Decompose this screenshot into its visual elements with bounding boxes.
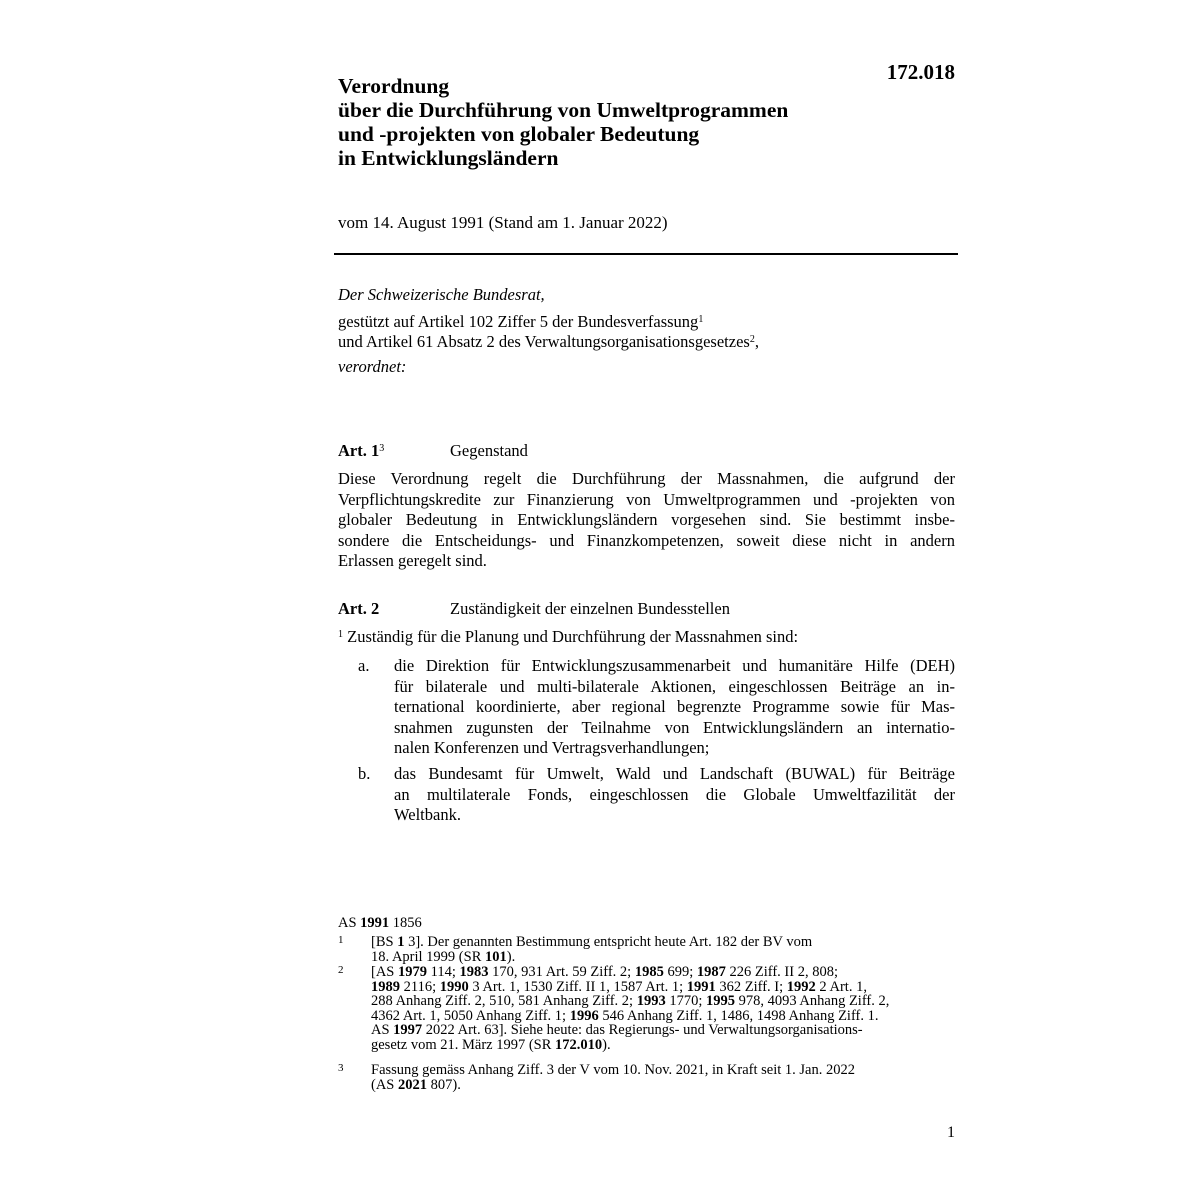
footnote-line [371, 1023, 956, 1038]
list-marker: a. [358, 656, 370, 675]
text-line: Diese Verordnung regelt die Durchführung der Massnahmen, die aufgrund der [338, 469, 955, 488]
list-item [338, 656, 955, 761]
fn-text: 4362 Art. 1, 5050 Anhang Ziff. 1; [371, 1007, 570, 1024]
footnote-line [371, 1009, 956, 1024]
fn-text: ). [506, 948, 516, 965]
text-line: globaler Bedeutung in Entwicklungsländern vorgesehen sind. Sie bestimmt insbe- [338, 510, 955, 530]
sr-number: 172.018 [886, 60, 955, 84]
fn-text: [BS [371, 934, 398, 950]
fn-bold: 1983 [459, 964, 489, 980]
date-line: vom 14. August 1991 (Stand am 1. Januar 2022) [338, 213, 668, 232]
list-item [338, 764, 955, 828]
fn-text: 807). [427, 1076, 461, 1093]
footnote-body [371, 965, 956, 1052]
fn-bold: 1992 [786, 978, 816, 995]
list-marker: b. [358, 764, 371, 783]
text-line: sondere die Entscheidungs- und Finanzkompetenzen, soweit diese nicht in andern [338, 530, 955, 550]
article-title: Zuständigkeit der einzelnen Bundesstellen [450, 599, 730, 618]
fn-bold: 2021 [398, 1076, 427, 1093]
fn-bold: 1993 [636, 993, 666, 1009]
title-line: Verordnung [338, 74, 450, 98]
fn-text: 978, 4093 Anhang Ziff. 2, [734, 993, 890, 1009]
footnote-line [371, 1038, 956, 1053]
preamble-basis-line [338, 332, 958, 352]
list-item-body [394, 764, 955, 826]
fn-bold: 1987 [696, 964, 726, 980]
fn-bold: 1995 [705, 993, 735, 1009]
text-line: snahmen zugunsten der Teilnahme von Entwicklungsländern an internatio- [394, 717, 955, 737]
document-title [338, 74, 898, 170]
header-divider [334, 253, 958, 255]
paragraph-mark: 1 [338, 629, 343, 640]
fn-bold: 1979 [398, 964, 427, 980]
preamble-decree: verordnet: [338, 357, 407, 376]
footnote-mark: 3 [338, 1062, 344, 1074]
as-year: 1991 [360, 915, 390, 931]
footnote-line [371, 935, 956, 950]
as-reference [338, 915, 422, 932]
text-line: Verpflichtungskredite zur Finanzierung von Umweltprogrammen und -projekten von [338, 489, 955, 509]
fn-text: 2022 Art. 63]. Siehe heute: das Regierungs- und Verwaltungsorganisations- [422, 1022, 863, 1038]
preamble-authority: Der Schweizerische Bundesrat, [338, 285, 545, 304]
title-line: in Entwicklungsländern [338, 146, 559, 170]
article-1-heading [338, 441, 958, 461]
article-number [338, 441, 450, 461]
fn-text: 1770; [665, 993, 706, 1009]
article-title: Gegenstand [450, 441, 528, 460]
footnote-line [371, 994, 956, 1009]
fn-text: 3]. Der genannten Bestimmung entspricht heute Art. 182 der BV vom [404, 934, 813, 950]
list-item-body [394, 656, 955, 759]
footnote-mark: 2 [338, 964, 344, 976]
text-line: für bilaterale und multi-bilaterale Aktionen, eingeschlossen Beiträge an in- [394, 676, 955, 696]
text-line: ternational koordinierte, aber regional begrenzte Programme sowie für Mas- [394, 697, 955, 717]
preamble-text: und Artikel 61 Absatz 2 des Verwaltungsorganisationsgesetzes [338, 332, 750, 351]
fn-text: ). [602, 1036, 611, 1053]
fn-bold: 1 [397, 934, 405, 950]
footnote-line [371, 980, 956, 995]
footnote-line: Fassung gemäss Anhang Ziff. 3 der V vom 10. Nov. 2021, in Kraft seit 1. Jan. 2022 [371, 1062, 855, 1078]
preamble-text: gestützt auf Artikel 102 Ziffer 5 der Bundesverfassung [338, 312, 699, 331]
text-line: das Bundesamt für Umwelt, Wald und Landschaft (BUWAL) für Beiträge [394, 764, 955, 783]
preamble-basis-line [338, 312, 958, 332]
footnote-body [371, 1063, 956, 1092]
footnote-body [371, 935, 956, 964]
footnote-line [371, 950, 956, 965]
fn-text: 288 Anhang Ziff. 2, 510, 581 Anhang Ziff. 2; [371, 993, 637, 1009]
fn-text: 2116; [400, 978, 440, 995]
fn-bold: 1989 [371, 978, 400, 995]
footnote-ref[interactable]: 1 [698, 314, 704, 325]
text-line: nalen Konferenzen und Vertragsverhandlungen; [394, 738, 710, 758]
fn-text: 546 Anhang Ziff. 1, 1486, 1498 Anhang Ziff. 1. [598, 1007, 879, 1024]
fn-text: 699; [663, 964, 697, 980]
fn-text: gesetz vom 21. März 1997 (SR [371, 1036, 556, 1053]
fn-text: 3 Art. 1, 1530 Ziff. II 1, 1587 Art. 1; [468, 978, 687, 995]
preamble-text: , [754, 332, 759, 351]
footnote-ref[interactable]: 3 [379, 443, 385, 454]
fn-text: 114; [427, 964, 460, 980]
article-1-text [338, 469, 955, 572]
footnote-ref[interactable]: 2 [749, 334, 755, 345]
intro-text: Zuständig für die Planung und Durchführung der Massnahmen sind: [347, 627, 799, 646]
fn-bold: 101 [485, 948, 507, 965]
fn-text: 18. April 1999 (SR [371, 948, 485, 965]
text-line: Erlassen geregelt sind. [338, 551, 487, 571]
page-number: 1 [947, 1124, 955, 1141]
article-2-intro [338, 627, 958, 647]
fn-bold: 1997 [393, 1022, 423, 1038]
footnote-line [371, 1078, 956, 1093]
text-line: die Direktion für Entwicklungszusammenarbeit und humanitäre Hilfe (DEH) [394, 656, 955, 675]
fn-text: 2 Art. 1, [815, 978, 867, 995]
fn-bold: 1990 [439, 978, 469, 995]
article-2-heading [338, 599, 958, 619]
fn-bold: 1996 [569, 1007, 599, 1024]
fn-bold: 172.010 [555, 1036, 603, 1053]
fn-text: AS [371, 1022, 394, 1038]
as-page: 1856 [389, 915, 422, 931]
footnote-mark: 1 [338, 934, 344, 946]
fn-bold: 1991 [686, 978, 716, 995]
text-line: Weltbank. [394, 805, 461, 825]
fn-text: [AS [371, 964, 398, 980]
title-line: und -projekten von globaler Bedeutung [338, 122, 700, 146]
text-line: an multilaterale Fonds, eingeschlossen die Globale Umweltfazilität der [394, 784, 955, 804]
article-number: Art. 2 [338, 599, 380, 618]
fn-text: 362 Ziff. I; [715, 978, 787, 995]
fn-bold: 1985 [634, 964, 664, 980]
title-line: über die Durchführung von Umweltprogrammen [338, 98, 789, 122]
footnotes [338, 934, 958, 1093]
fn-text: 170, 931 Art. 59 Ziff. 2; [488, 964, 635, 980]
footnote-line [371, 965, 956, 980]
as-prefix: AS [338, 915, 361, 931]
fn-text: 226 Ziff. II 2, 808; [725, 964, 838, 980]
article-number-text: Art. 1 [338, 441, 380, 460]
fn-text: (AS [371, 1076, 398, 1093]
